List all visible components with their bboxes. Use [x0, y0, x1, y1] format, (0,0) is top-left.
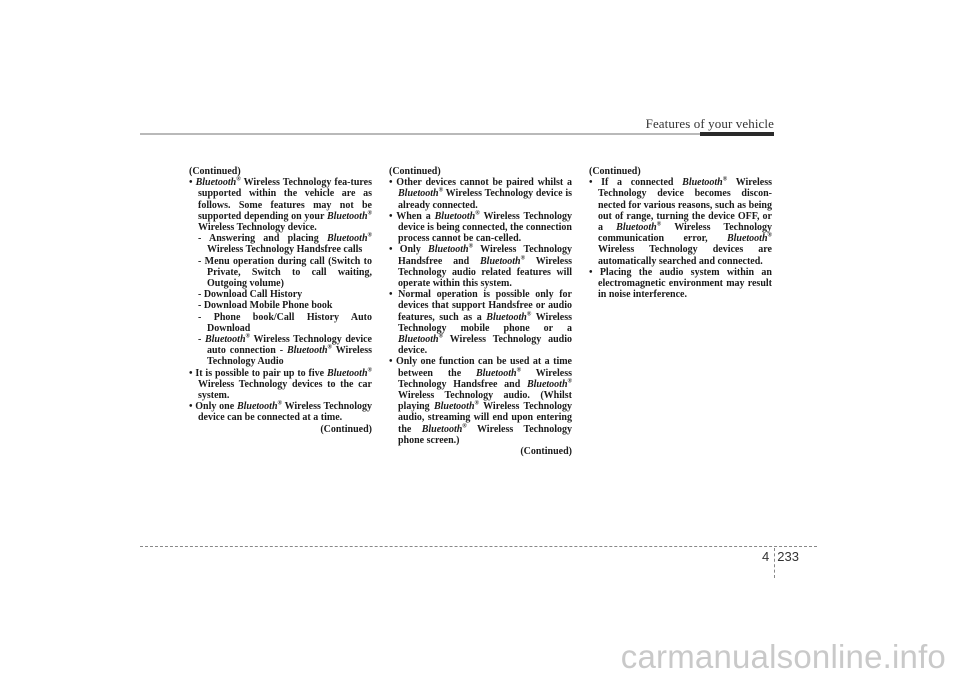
page-number: [762, 549, 799, 564]
dash-item: - Download Mobile Phone book: [198, 300, 333, 312]
page-number-value: 233: [777, 549, 799, 564]
footer-rule: [140, 546, 817, 547]
section-number: 4: [762, 549, 770, 564]
bullet-item: • It is possible to pair up to five Bluetooth® Wireless Technology devices to the car system.: [189, 367, 372, 402]
continued-label: (Continued): [589, 166, 641, 177]
bullet-item: • Only one Bluetooth® Wireless Technology device can be connected at a time.: [189, 400, 373, 424]
continued-label: (Continued): [520, 446, 572, 458]
watermark: carmanualsonline.info: [620, 638, 946, 675]
bullet-item: • Only Bluetooth® Wireless Technology Handsfree and Bluetooth® Wireless Technology audio related features will operate within this system.: [389, 244, 572, 290]
continued-label: (Continued): [189, 166, 241, 177]
bullet-item: • When a Bluetooth® Wireless Technology device is being connected, the connection process cannot be can-celled.: [389, 210, 572, 245]
bullet-item: • Bluetooth® Wireless Technology fea-tures supported within the vehicle are as follows. Some features may not be supported depending on your Bluetooth® Wireless Technology device.: [189, 176, 372, 234]
bullet-item: • Normal operation is possible only for devices that support Handsfree or audio features, such as a Bluetooth® Wireless Technology mobile phone or a Bluetooth® Wireless Technology audio device.: [389, 289, 573, 357]
dash-item: - Menu operation during call (Switch to Private, Switch to call waiting, Outgoing volume): [198, 255, 372, 290]
header-rule: [140, 133, 700, 135]
text-column-1: [189, 166, 372, 435]
bullet-item: • Placing the audio system within an electromagnetic environment may result in noise interference.: [589, 266, 772, 301]
text-column-3: [589, 166, 772, 300]
header-rule-accent: [700, 132, 774, 136]
header-title: Features of your vehicle: [645, 116, 774, 131]
continued-label: (Continued): [389, 166, 441, 177]
continued-label: (Continued): [320, 423, 372, 435]
dash-item: - Bluetooth® Wireless Technology device auto connection - Bluetooth® Wireless Technology Audio: [198, 333, 372, 368]
text-column-2: [389, 166, 572, 457]
dash-item: - Answering and placing Bluetooth® Wireless Technology Handsfree calls: [198, 232, 372, 256]
bullet-item: • If a connected Bluetooth® Wireless Technology device becomes discon-nected for various reasons, such as being out of range, turning the device OFF, or a Bluetooth® Wireless Technology communication error, Bluetooth® Wireless Technology devices are automatically searched and connected.: [589, 176, 772, 267]
dash-item: - Download Call History: [198, 289, 303, 301]
bullet-item: • Other devices cannot be paired whilst a Bluetooth® Wireless Technology device is already connected.: [389, 177, 572, 211]
dash-item: - Phone book/Call History Auto Download: [198, 311, 372, 334]
bullet-item: • Only one function can be used at a time between the Bluetooth® Wireless Technology Handsfree and Bluetooth® Wireless Technology audio. (Whilst playing Bluetooth® Wireless Technology audio, streaming will end upon entering the Bluetooth® Wireless Technology phone screen.): [389, 356, 572, 446]
